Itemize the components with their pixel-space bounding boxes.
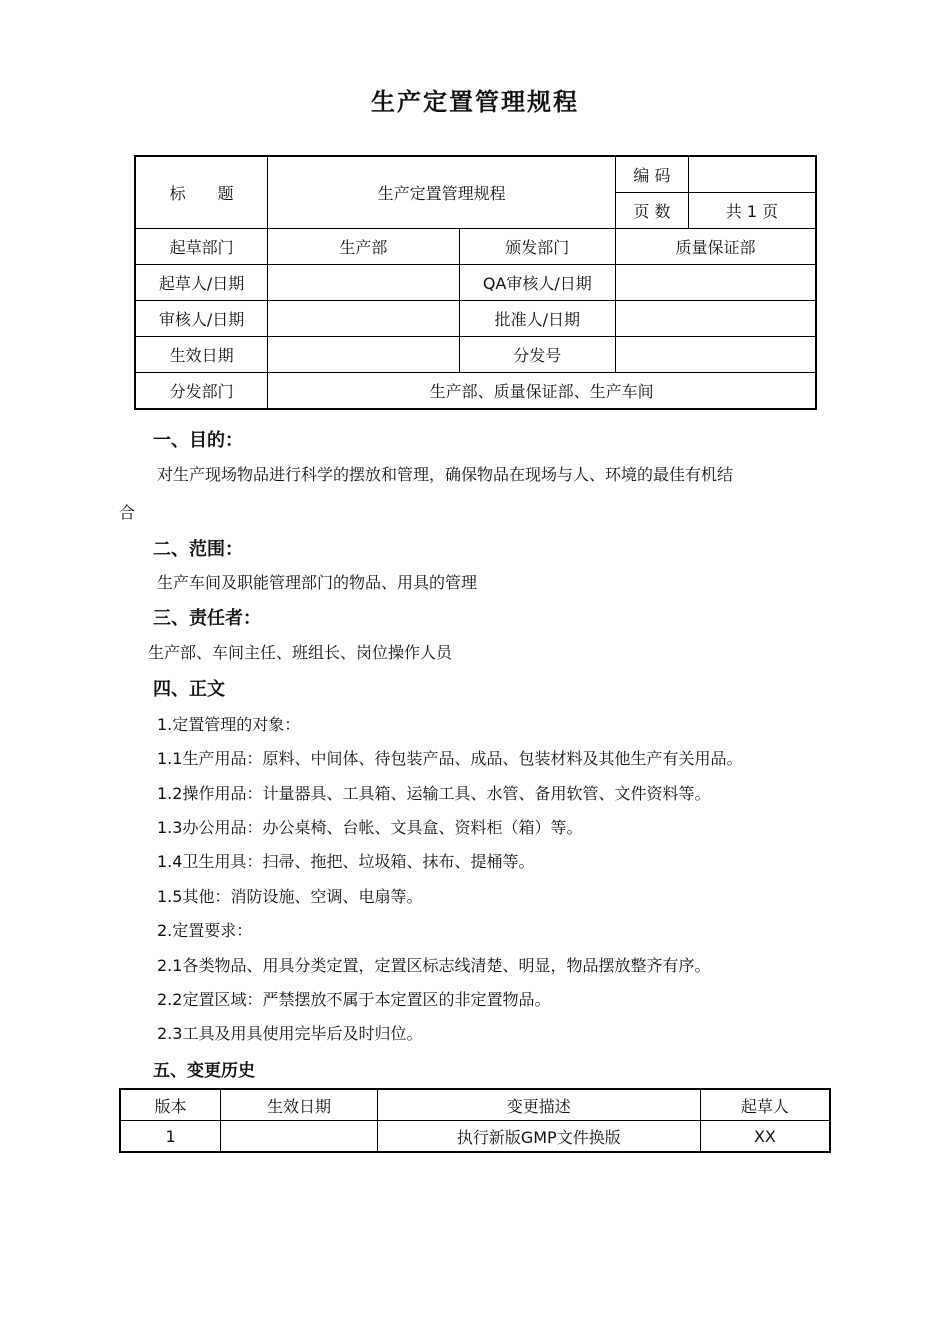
pages-value: 共 1 页 bbox=[688, 192, 816, 228]
title-value: 生产定置管理规程 bbox=[268, 156, 616, 228]
drafter-label: 起草人/日期 bbox=[135, 264, 268, 300]
body-line: 1.5其他：消防设施、空调、电扇等。 bbox=[157, 887, 423, 906]
responsibility-heading: 三、责任者： bbox=[153, 608, 261, 629]
code-value bbox=[688, 156, 816, 192]
history-drafter: XX bbox=[700, 1121, 830, 1153]
dist-no-label: 分发号 bbox=[459, 337, 616, 373]
draft-dept-label: 起草部门 bbox=[135, 228, 268, 264]
reviewer-value bbox=[268, 301, 459, 337]
approver-label: 批准人/日期 bbox=[459, 301, 616, 337]
dist-dept-label: 分发部门 bbox=[135, 373, 268, 409]
purpose-text-line2: 合 bbox=[119, 503, 136, 522]
history-header-date: 生效日期 bbox=[221, 1089, 378, 1121]
history-header-description: 变更描述 bbox=[377, 1089, 700, 1121]
responsibility-text: 生产部、车间主任、班组长、岗位操作人员 bbox=[148, 643, 453, 662]
pages-label: 页 数 bbox=[616, 192, 689, 228]
body-line: 1.1生产用品：原料、中间体、待包装产品、成品、包装材料及其他生产有关用品。 bbox=[157, 749, 743, 768]
scope-text: 生产车间及职能管理部门的物品、用具的管理 bbox=[157, 573, 478, 592]
body-line: 2.2定置区域：严禁摆放不属于本定置区的非定置物品。 bbox=[157, 990, 551, 1009]
history-description: 执行新版GMP文件换版 bbox=[377, 1121, 700, 1153]
code-label: 编 码 bbox=[616, 156, 689, 192]
qa-reviewer-label: QA审核人/日期 bbox=[459, 264, 616, 300]
change-history-table bbox=[119, 1088, 831, 1153]
effective-date-value bbox=[268, 337, 459, 373]
dist-no-value bbox=[616, 337, 816, 373]
body-line: 1.4卫生用具：扫帚、拖把、垃圾箱、抹布、提桶等。 bbox=[157, 852, 535, 871]
body-line: 1.3办公用品：办公桌椅、台帐、文具盒、资料柜（箱）等。 bbox=[157, 818, 583, 837]
purpose-text-line1: 对生产现场物品进行科学的摆放和管理，确保物品在现场与人、环境的最佳有机结 bbox=[157, 465, 734, 484]
body-line: 2.定置要求： bbox=[157, 921, 253, 940]
drafter-value bbox=[268, 264, 459, 300]
document-header-table bbox=[134, 155, 817, 410]
history-heading: 五、变更历史 bbox=[153, 1061, 255, 1081]
table-row bbox=[120, 1121, 830, 1153]
body-line: 2.3工具及用具使用完毕后及时归位。 bbox=[157, 1024, 423, 1043]
history-header-drafter: 起草人 bbox=[700, 1089, 830, 1121]
reviewer-label: 审核人/日期 bbox=[135, 301, 268, 337]
scope-heading: 二、范围： bbox=[153, 539, 243, 560]
draft-dept-value: 生产部 bbox=[268, 228, 459, 264]
issue-dept-label: 颁发部门 bbox=[459, 228, 616, 264]
approver-value bbox=[616, 301, 816, 337]
history-header-version: 版本 bbox=[120, 1089, 221, 1121]
body-heading: 四、正文 bbox=[153, 679, 225, 700]
body-line: 2.1各类物品、用具分类定置，定置区标志线清楚、明显，物品摆放整齐有序。 bbox=[157, 956, 711, 975]
history-date bbox=[221, 1121, 378, 1153]
purpose-heading: 一、目的： bbox=[153, 430, 243, 451]
body-line: 1.2操作用品：计量器具、工具箱、运输工具、水管、备用软管、文件资料等。 bbox=[157, 784, 711, 803]
qa-reviewer-value bbox=[616, 264, 816, 300]
body-line: 1.定置管理的对象： bbox=[157, 715, 301, 734]
history-version: 1 bbox=[120, 1121, 221, 1153]
title-label: 标 题 bbox=[135, 156, 268, 228]
page-title: 生产定置管理规程 bbox=[371, 88, 579, 116]
effective-date-label: 生效日期 bbox=[135, 337, 268, 373]
dist-dept-value: 生产部、质量保证部、生产车间 bbox=[268, 373, 816, 409]
issue-dept-value: 质量保证部 bbox=[616, 228, 816, 264]
